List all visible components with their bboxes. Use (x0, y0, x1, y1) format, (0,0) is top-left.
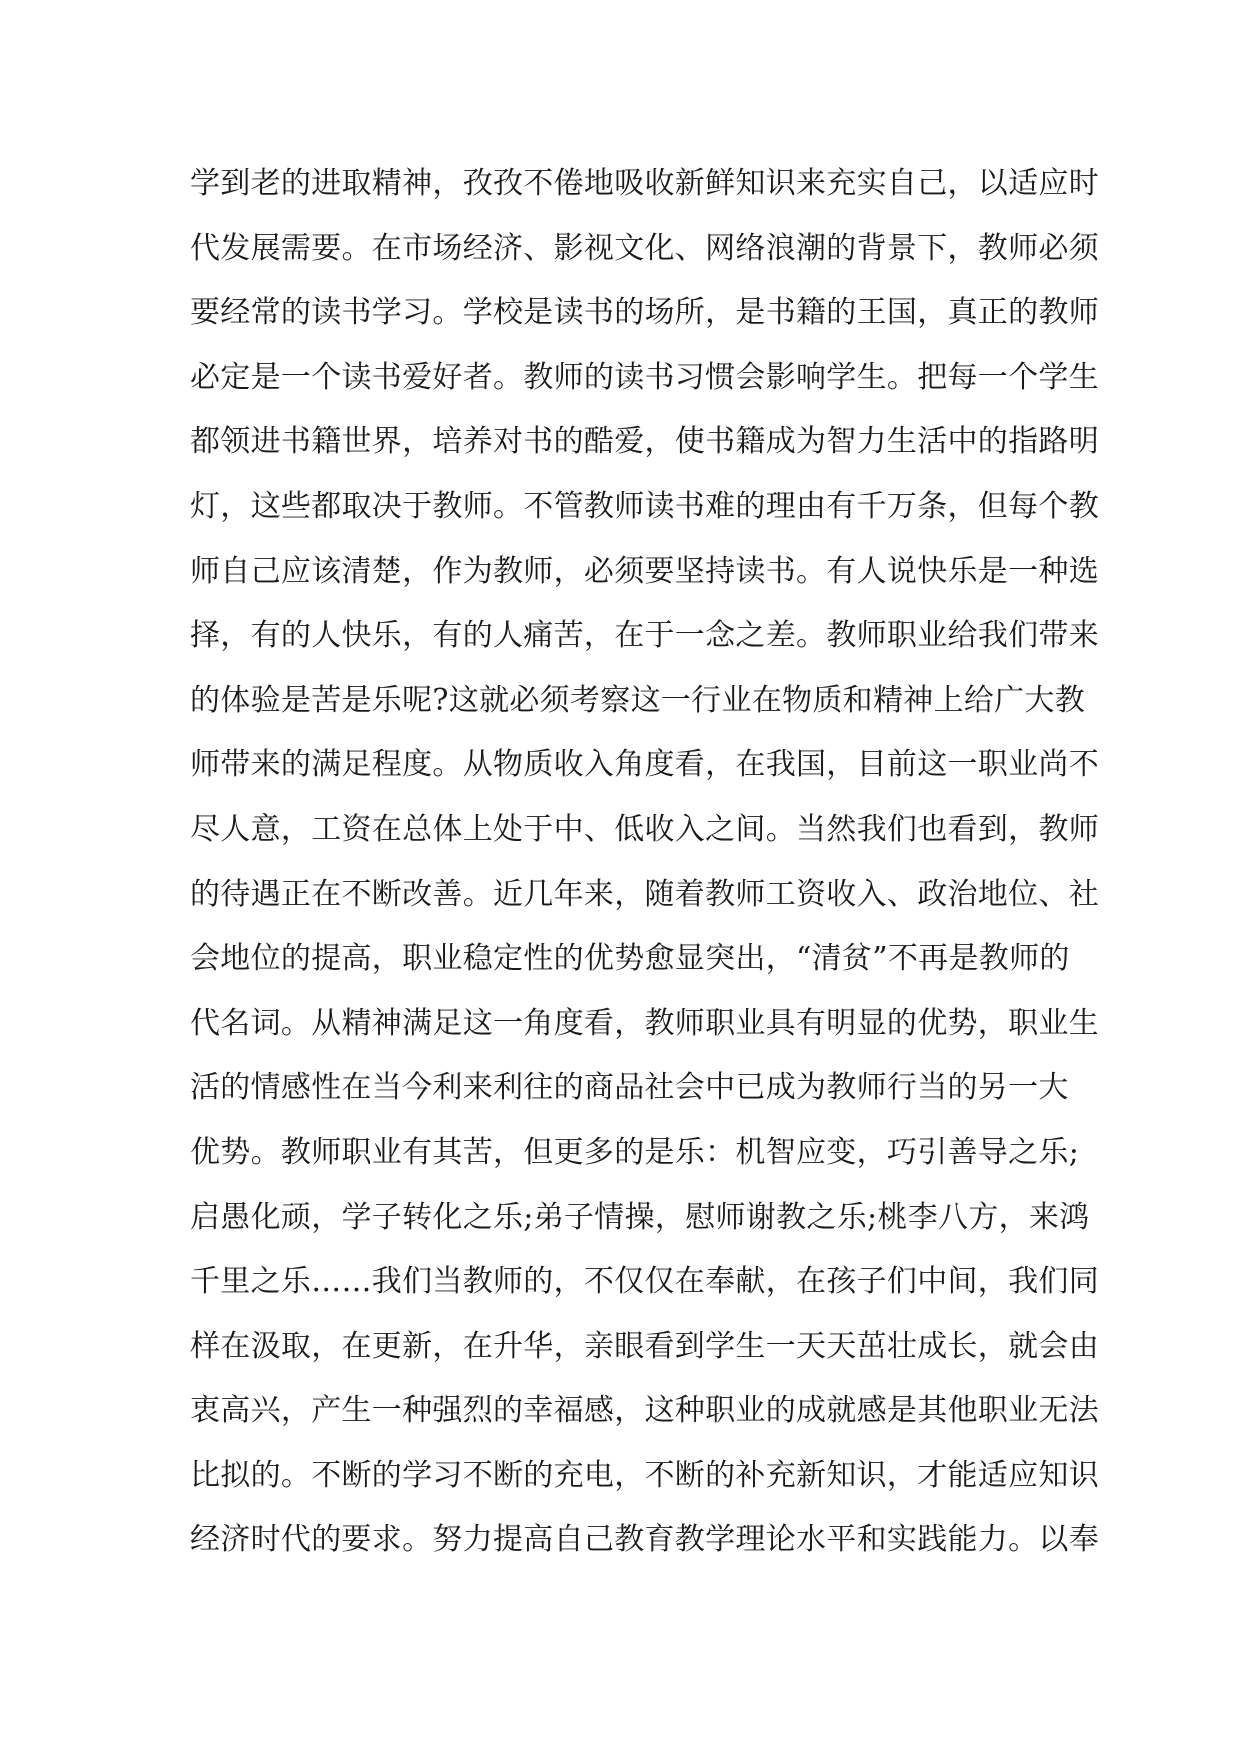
text-line: 会地位的提高，职业稳定性的优势愈显突出，“清贫”不再是教师的 (190, 941, 1070, 977)
text-line: 的待遇正在不断改善。近几年来，随着教师工资收入、政治地位、社 (190, 876, 1099, 912)
text-line: 衷高兴，产生一种强烈的幸福感，这种职业的成就感是其他职业无法 (190, 1393, 1099, 1429)
text-line: 择，有的人快乐，有的人痛苦，在于一念之差。教师职业给我们带来 (190, 618, 1099, 654)
text-line: 的体验是苦是乐呢?这就必须考察这一行业在物质和精神上给广大教 (190, 682, 1086, 718)
text-line: 样在汲取，在更新，在升华，亲眼看到学生一天天茁壮成长，就会由 (190, 1328, 1099, 1364)
text-line: 必定是一个读书爱好者。教师的读书习惯会影响学生。把每一个学生 (190, 359, 1099, 395)
body-paragraph (190, 152, 1099, 1573)
text-line: 尽人意，工资在总体上处于中、低收入之间。当然我们也看到，教师 (190, 811, 1099, 847)
text-line: 要经常的读书学习。学校是读书的场所，是书籍的王国，真正的教师 (190, 295, 1099, 331)
text-line: 优势。教师职业有其苦，但更多的是乐：机智应变，巧引善导之乐; (190, 1134, 1080, 1170)
text-line: 千里之乐……我们当教师的，不仅仅在奉献，在孩子们中间，我们同 (190, 1264, 1099, 1300)
text-line: 经济时代的要求。努力提高自己教育教学理论水平和实践能力。以奉 (190, 1522, 1099, 1558)
text-line: 代名词。从精神满足这一角度看，教师职业具有明显的优势，职业生 (190, 1005, 1099, 1041)
text-line: 活的情感性在当今利来利往的商品社会中已成为教师行当的另一大 (190, 1070, 1069, 1106)
text-line: 灯，这些都取决于教师。不管教师读书难的理由有千万条，但每个教 (190, 488, 1099, 524)
text-line: 都领进书籍世界，培养对书的酷爱，使书籍成为智力生活中的指路明 (190, 424, 1099, 460)
text-line: 师带来的满足程度。从物质收入角度看，在我国，目前这一职业尚不 (190, 747, 1099, 783)
text-line: 比拟的。不断的学习不断的充电，不断的补充新知识，才能适应知识 (190, 1457, 1099, 1493)
text-line: 代发展需要。在市场经济、影视文化、网络浪潮的背景下，教师必须 (190, 230, 1099, 266)
text-line: 师自己应该清楚，作为教师，必须要坚持读书。有人说快乐是一种选 (190, 553, 1099, 589)
text-line: 启愚化顽，学子转化之乐;弟子情操，慰师谢教之乐;桃李八方，来鸿 (190, 1199, 1090, 1235)
text-line: 学到老的进取精神，孜孜不倦地吸收新鲜知识来充实自己，以适应时 (190, 166, 1099, 201)
